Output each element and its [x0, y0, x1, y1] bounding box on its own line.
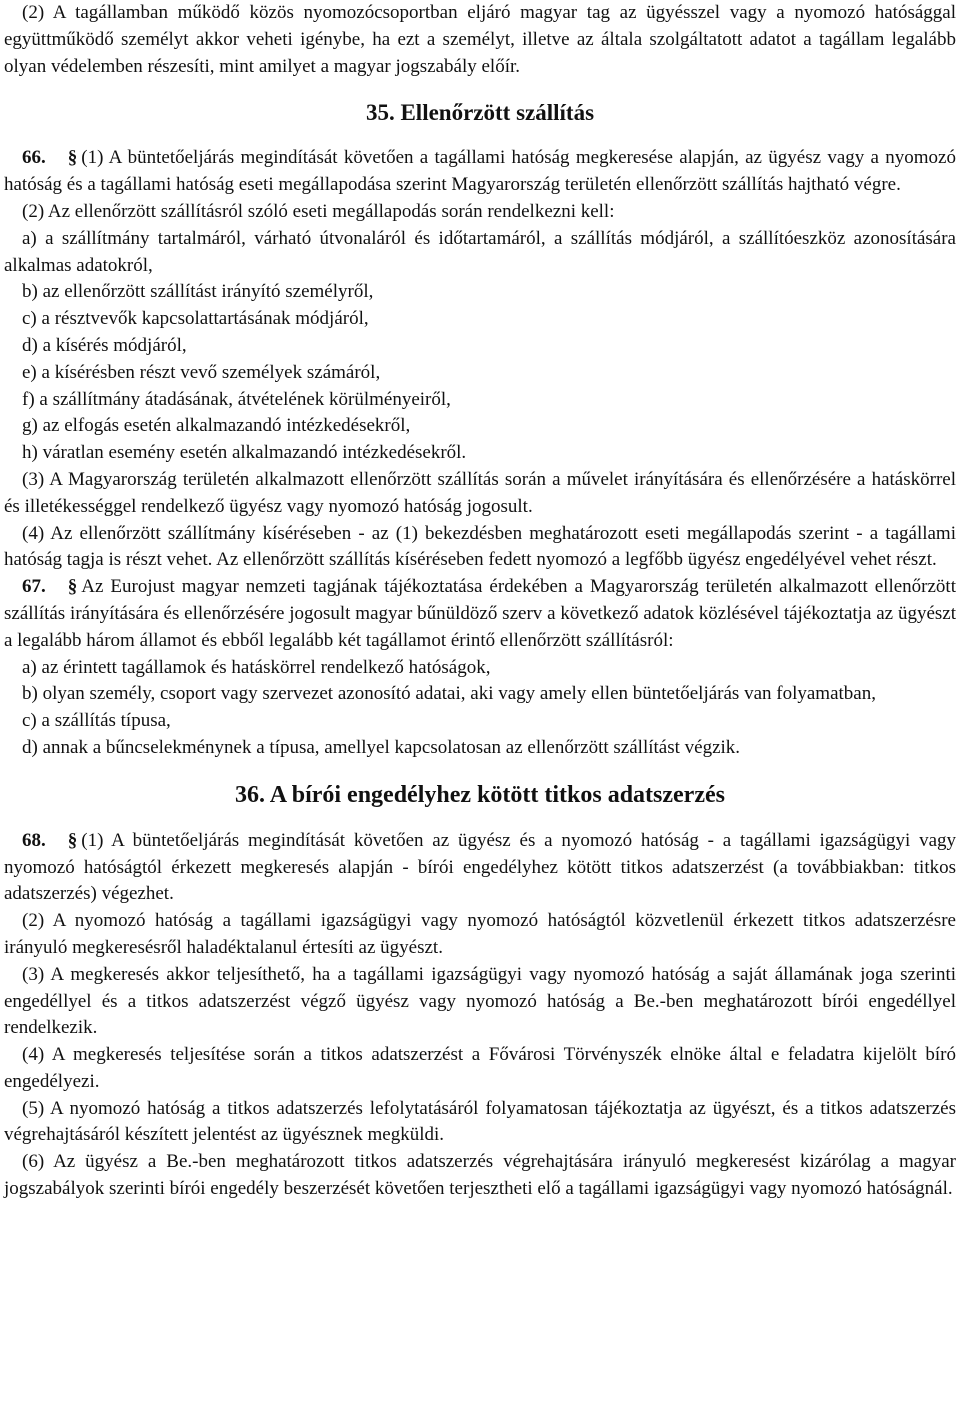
list-item: e) a kísérésben részt vevő személyek számáról,	[22, 361, 381, 383]
list-item: g) az elfogás esetén alkalmazandó intézkedésekről,	[22, 415, 411, 437]
list-item: c) a résztvevők kapcsolattartásának módjáról,	[22, 308, 369, 330]
section-sign-icon: §	[67, 829, 78, 851]
article-68-paragraph-4: (4) A megkeresés teljesítése során a titkos adatszerzést a Fővárosi Törvényszék elnöke által e feladatra kijelölt bíró engedélyezi.	[4, 1044, 956, 1092]
section-sign-icon: §	[67, 147, 78, 169]
article-66-paragraph-2: (2) Az ellenőrzött szállításról szóló eseti megállapodás során rendelkezni kell:	[22, 200, 615, 222]
list-item: d) a kísérés módjáról,	[22, 334, 187, 356]
list-item: b) az ellenőrzött szállítást irányító személyről,	[22, 281, 374, 303]
list-item: c) a szállítás típusa,	[22, 710, 171, 732]
list-item: a) a szállítmány tartalmáról, várható útvonaláról és időtartamáról, a szállítás módjáról, a szállítóeszköz azonosítására alkalmas adatokról,	[4, 227, 956, 276]
article-66-paragraph-4: (4) Az ellenőrzött szállítmány kíséréseben - az (1) bekezdésben meghatározott eseti megállapodás szerint - a tagállami hatóság tagja is részt vehet. Az ellenőrzött szállítás kíséréseben fedett nyomozó a legfőbb ügyész engedélyével vehet részt.	[4, 522, 956, 571]
section-title-35: 35. Ellenőrzött szállítás	[365, 100, 595, 126]
article-68-paragraph-5: (5) A nyomozó hatóság a titkos adatszerzés lefolytatásáról folyamatosan tájékoztatja az ügyészt, és a titkos adatszerzés végrehajtásáról készített jelentést az ügyésznek megküldi.	[4, 1097, 956, 1146]
article-66-p1-text: (1) A büntetőeljárás megindítását követően a tagállami hatóság megkeresése alapján, az ügyész vagy a nyomozó hatóság és a tagállami hatóság eseti megállapodása szerint Magyarország területén ellenőrzött szállítás hajtható végre.	[4, 147, 956, 196]
paragraph-65-2: (2) A tagállamban működő közös nyomozócsoportban eljáró magyar tag az ügyésszel vagy a nyomozó hatósággal együttműködő személyt akkor veheti igénybe, ha ezt a személyt, illetve az általa szolgáltatott adatot a tagállam legalább olyan védelemben részesíti, mint amilyet a magyar jogszabály előír.	[4, 2, 956, 77]
article-68-paragraph-2: (2) A nyomozó hatóság a tagállami igazságügyi vagy nyomozó hatóságtól közvetlenül érkezett titkos adatszerzésre irányuló megkeresésről haladéktalanul értesíti az ügyészt.	[4, 910, 956, 958]
article-68-paragraph-3: (3) A megkeresés akkor teljesíthető, ha a tagállami igazságügyi vagy nyomozó hatóság a saját államának joga szerinti engedéllyel és a titkos adatszerzést végző ügyész vagy nyomozó hatóság a Be.-ben meghatározott bírói engedéllyel rendelkezik.	[4, 963, 956, 1039]
article-66-paragraph-3: (3) A Magyarország területén alkalmazott ellenőrzött szállítás során a művelet irányítására és ellenőrzésére a hatáskörrel és illetékességgel rendelkező ügyész vagy nyomozó hatóság jogosult.	[4, 468, 956, 517]
article-67	[4, 574, 956, 654]
article-67-text: Az Eurojust magyar nemzeti tagjának tájékoztatása érdekében a Magyarország területén alkalmazott ellenőrzött szállítás irányítására és ellenőrzésére jogosult magyar bűnüldöző szerv a következő adatok közlésével tájékoztatja az ügyészt a legalább három államot és ebből legalább két tagállamot érintő ellenőrzött szállításról:	[4, 576, 956, 651]
article-number-68: 68.	[22, 829, 46, 851]
article-68-paragraph-6: (6) Az ügyész a Be.-ben meghatározott titkos adatszerzés végrehajtására irányuló megkeresést kizárólag a magyar jogszabályok szerinti bírói engedély beszerzését követően terjesztheti elő a tagállami igazságügyi vagy nyomozó hatóságnál.	[4, 1151, 956, 1200]
list-item: d) annak a bűncselekménynek a típusa, amellyel kapcsolatosan az ellenőrzött szállítást végzik.	[22, 736, 741, 758]
article-68-p1-text: (1) A büntetőeljárás megindítását követően az ügyész és a nyomozó hatóság - a tagállami igazságügyi vagy nyomozó hatóságtól érkezett megkeresés alapján - bírói engedélyhez kötött titkos adatszerzést (a továbbiakban: titkos adatszerzés) végezhet.	[4, 829, 956, 905]
section-title-36: 36. A bírói engedélyhez kötött titkos adatszerzés	[235, 781, 725, 808]
list-item: a) az érintett tagállamok és hatáskörrel rendelkező hatóságok,	[22, 656, 491, 678]
list-item: f) a szállítmány átadásának, átvételének körülményeiről,	[22, 388, 451, 410]
article-number-66: 66.	[22, 147, 46, 169]
document-page	[4, 0, 956, 1203]
article-66-paragraph-1	[4, 145, 956, 199]
list-item: h) váratlan esemény esetén alkalmazandó intézkedésekről.	[22, 442, 467, 464]
article-68-paragraph-1	[4, 828, 956, 908]
list-item: b) olyan személy, csoport vagy szervezet azonosító adatai, aki vagy amely ellen büntetőeljárás van folyamatban,	[22, 683, 876, 705]
section-sign-icon: §	[67, 576, 78, 598]
article-number-67: 67.	[22, 576, 46, 598]
